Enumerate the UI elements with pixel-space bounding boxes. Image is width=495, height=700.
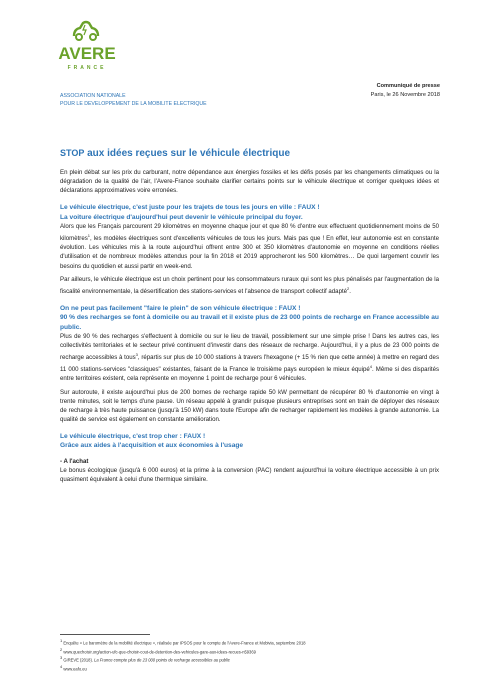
- footnote-number: 3: [60, 655, 63, 661]
- section3-subheading: Grâce aux aides à l'acquisition et aux économies à l'usage: [60, 442, 244, 450]
- footnote-4[interactable]: [60, 664, 439, 673]
- text-run: Alors que les Français parcourent 29 kilomètres en moyenne chaque jour et que 80 % d'entre eux effectuent quotidiennement moins de 50 kilomètres: [60, 223, 439, 243]
- press-release-date: Paris, le 26 Novembre 2018: [370, 92, 440, 98]
- footnotes: [60, 634, 439, 672]
- document-body: [60, 148, 439, 484]
- press-release-label: Communiqué de presse: [376, 83, 440, 89]
- avere-logo: [56, 20, 118, 78]
- section2-paragraph-1: [60, 332, 439, 384]
- footnote-divider: [60, 634, 150, 635]
- footnote-link[interactable]: www.quechoisir.org/action-ufc-que-choisir-cout-de-detention-des-vehicules-gare-aux-idees-recues-n59369: [63, 648, 256, 654]
- association-line-2: POUR LE DEVELOPPEMENT DE LA MOBILITE ELECTRIQUE: [60, 101, 207, 107]
- footnote-ref: 2: [347, 285, 350, 291]
- title-stop: STOP: [60, 148, 85, 158]
- section1-heading: Le véhicule électrique, c'est juste pour les trajets de tous les jours en ville : FAUX !: [60, 204, 320, 212]
- document-title: [60, 148, 439, 159]
- section3-heading: Le véhicule électrique, c'est trop cher : FAUX !: [60, 432, 206, 440]
- section2-heading: On ne peut pas facilement "faire le plein" de son véhicule électrique : FAUX !: [60, 304, 301, 312]
- purchase-subheading: - A l'achat: [60, 457, 89, 465]
- section1-paragraph-1: [60, 222, 439, 271]
- footnote-number: 2: [60, 646, 63, 652]
- text-run: , répartis sur plus de 10 000 stations à travers l'hexagone (+ 15 % rien que cette année) à mettre en regard des 11 000 stations-services "classiques" existantes, faisant de la France le troisième pays européen le mieux équipé: [60, 354, 439, 374]
- association-tagline: [60, 92, 207, 108]
- logo-wordmark: AVERE: [58, 44, 116, 63]
- text-run: , les modèles électriques sont d'excellents véhicules de tous les jours. Mais pas que ! En effet, leur autonomie est en constante évolution. Les véhicules mis à la route aujourd'hui offrent entre 300 et 350 kilomètres d'autonomie en moyenne en conditions réelles d'utilisation et de nombreux modèles attendus pour la fin 2018 et 2019 approcheront les 500 kilomètres… De quoi largement couvrir les besoins du quotidien et aussi partir en week-end.: [60, 235, 439, 270]
- footnote-ref: 3: [135, 352, 138, 358]
- section1-subheading: La voiture électrique d'aujourd'hui peut devenir le véhicule principal du foyer.: [60, 213, 303, 221]
- footnote-ref: 4: [369, 364, 373, 370]
- footnote-text-italic: La France compte plus de 23 000 points de recharge accessibles au public: [94, 657, 230, 663]
- text-run: Par ailleurs, le véhicule électrique est un choix pertinent pour les consommateurs ruraux qui sont les plus pénalisés par l'augmentation de la fiscalité environnementale, la désertification des stations-services et l'absence de transport collectif adapté: [60, 275, 439, 295]
- section3-paragraph-1: Le bonus écologique (jusqu'à 6 000 euros) et la prime à la conversion (PAC) rendent aujourd'hui la voiture électrique accessible à un prix quasiment équivalent à celui d'une thermique similaire.: [60, 466, 439, 483]
- title-rest: aux idées reçues sur le véhicule électrique: [84, 148, 291, 159]
- section1-paragraph-2: [60, 275, 439, 296]
- logo-subtitle: FRANCE: [67, 65, 107, 71]
- press-release-header: [371, 82, 440, 100]
- electric-car-icon: [70, 20, 102, 42]
- association-line-1: ASSOCIATION NATIONALE: [60, 93, 126, 99]
- footnote-1: [60, 638, 439, 647]
- footnote-ref: 1: [87, 233, 91, 239]
- text-run: . Même si des disparités entre territoires existent, cela représente en moyenne 1 point de recharge pour 6 véhicules.: [60, 366, 440, 383]
- section2-subheading: 90 % des recharges se font à domicile ou au travail et il existe plus de 23 000 points de recharge en France accessible au public.: [60, 314, 439, 331]
- footnote-number: 1: [60, 638, 63, 643]
- intro-paragraph: En plein débat sur les prix du carburant, notre dépendance aux énergies fossiles et les défis posés par les changements climatiques ou la dégradation de la qualité de l'air, l'Avere-France souhaite clarifier certains points sur le véhicule électrique et corriger quelques idées et déclarations approximatives voire erronées.: [60, 169, 439, 195]
- footnote-text: GIREVE (2018).: [63, 657, 95, 663]
- text-run: .: [349, 287, 351, 295]
- text-run: Plus de 90 % des recharges s'effectuent à domicile ou sur le lieu de travail, possiblement sur une simple prise ! Dans les autres cas, les collectivités territoriales et le secteur privé continuent d'investir dans des réseaux de recharge. Aujourd'hui, il y a plus de 23 000 points de recharge accessibles à tous: [60, 333, 439, 362]
- footnote-text: Enquête « Le baromètre de la mobilité électrique », réalisée par IPSOS pour le compte de l'Avere-France et Mobivia, septembre 2018: [63, 640, 306, 646]
- footnote-2[interactable]: [60, 647, 439, 656]
- footnote-link[interactable]: www.eafo.eu: [63, 666, 87, 672]
- footnote-3: [60, 655, 439, 664]
- footnote-number: 4: [60, 663, 63, 669]
- section2-paragraph-2: Sur autoroute, il existe aujourd'hui plus de 200 bornes de recharge rapide 50 kW permettant de récupérer 80 % d'autonomie en vingt à trente minutes, soit le temps d'une pause. Un réseau appelé à grandir puisque plusieurs entreprises sont en train de déployer des réseaux de recharge à très haute puissance (jusqu'à 150 kW) dans toute l'Europe afin de recharger rapidement les modèles à grande autonomie. La qualité de service est également en constante amélioration.: [60, 388, 439, 423]
